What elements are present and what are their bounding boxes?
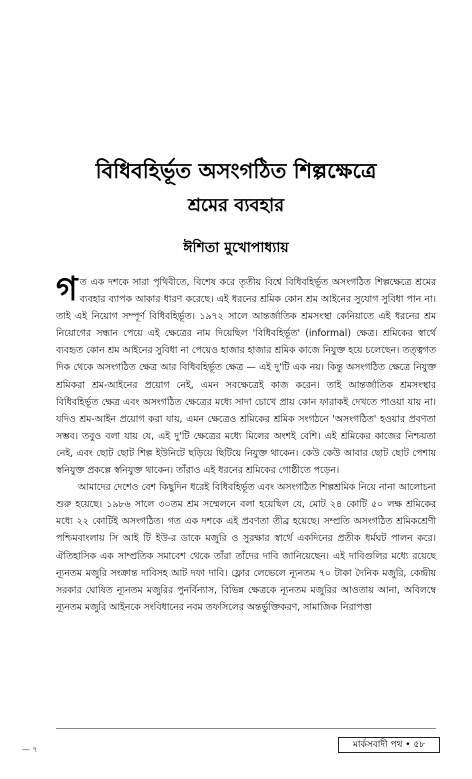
footer-left-mark: — ৭	[22, 745, 38, 754]
article-author: ঈশিতা মুখোপাধ্যায়	[183, 240, 289, 256]
article-title: বিধিবহির্ভূত অসংগঠিত শিল্পক্ষেত্রে	[95, 159, 377, 183]
article-title-line2: শ্রমের ব্যবহার	[187, 195, 285, 216]
paragraph-2: আমাদের দেশেও বেশ কিছুদিন ধরেই বিধিবহির্ভূত এবং অসংগঠিত শিল্পশ্রমিক নিয়ে নানা আলোচনা শুরু হয়েছে। ১৯৮৬ সালে ৩০তম শ্রম সম্মেলনে বলা হয়েছিল যে, মোট ২৪ কোটি ৫০ লক্ষ শ্রমিকের মধ্যে ২২ কোটিই অসংগঠিত। গত এক দশকে এই প্রবণতা তীব্র হয়েছে। সম্প্রতি অসংগঠিত শ্রমিকশ্রেণী পশ্চিমবাংলায় সি আই টি ইউ-র ডাকে মজুরি ও সুরক্ষার স্বার্থে একদিনের প্রতীক ধর্মঘট পালন করে। ঐতিহাসিক এক সাম্প্রতিক সমাবেশ থেকে তাঁরা তাঁদের দাবি জানিয়েছেন। এই দাবিগুলির মধ্যে রয়েছে ন্যূনতম মজুরি সংক্রান্ত দাবিসহ আট দফা দাবি। ফ্লোর লেভেলে ন্যূনতম ৭০ টাকা দৈনিক মজুরি, কেন্দ্রীয় সরকার ঘোষিত ন্যূনতম মজুরির পুনর্বিন্যাস, বিভিন্ন ক্ষেত্রকে ন্যূনতম মজুরির আওতায় আনা, অবিলম্বে ন্যূনতম মজুরি আইনকে সংবিধানের নবম তফসিলের অন্তর্ভুক্তিকরণ, সামাজিক নিরাপত্তা	[56, 482, 436, 613]
footer-divider	[56, 728, 436, 729]
paragraph-1-text: ত এক দশকে সারা পৃথিবীতে, বিশেষ করে তৃতীয় বিশ্বে বিধিবহির্ভূত অসংগঠিত শিল্পক্ষেত্রে শ্রমের ব্যবহার ব্যাপক আকার ধারণ করেছে। এই ধরনের শ্রমিক কোন শ্রম আইনের সুযোগ সুবিধা পান না। তাই এই নিয়োগ সম্পূর্ণ বিধিবহির্ভূত। ১৯৭২ সালে আন্তর্জাতিক শ্রমসংস্থা কেনিয়াতে এই ধরনের শ্রম নিয়োগের সন্ধান পেয়ে এই ক্ষেত্রের নাম দিয়েছিল 'বিধিবহির্ভূত' (informal) ক্ষেত্র। শ্রমিকের স্বার্থে ব্যবহৃত কোন শ্রম আইনের সুবিধা না পেয়েও হাজার হাজার শ্রমিক কাজে নিযুক্ত হয়ে চলেছেন। তত্ত্বগত দিক থেকে অসংগঠিত ক্ষেত্র আর বিধিবহির্ভূত ক্ষেত্র — এই দু'টি এক নয়। কিন্তু অসংগঠিত ক্ষেত্রে নিযুক্ত শ্রমিকরা শ্রম-আইনের প্রয়োগ নেই, এমন সবক্ষেত্রেই কাজ করেন। তাই আন্তর্জাতিক শ্রমসংস্থার বিধিবহির্ভূত ক্ষেত্র এবং অসংগঠিত ক্ষেত্রের মধ্যে সাদা চোখে প্রায় কোন ফারাকই দেখতে পাওয়া যায় না। যদিও শ্রম-আইন প্রয়োগ করা যায়, এমন ক্ষেত্রেও শ্রমিকের শ্রমিক সংগঠনে 'অসংগঠিত' হওয়ার প্রবণতা সম্ভব। তবুও বলা যায় যে, এই দু'টি ক্ষেত্রের মধ্যে মিলের অংশই বেশি। এই শ্রমিকের কাজের নিশ্চয়তা নেই, এবং ছোট ছোট শিল্প ইউনিটে ছড়িয়ে ছিটিয়ে নিযুক্ত থাকেন। কেউ কেউ আবার ছোট ছোট পেশায় স্বনিযুক্ত প্রকল্পে স্বনিযুক্ত থাকেন। তাঁরাও এই ধরনের শ্রমিকের গোষ্ঠীতে পড়েন।	[56, 277, 436, 477]
article-body	[56, 269, 436, 616]
journal-footer-box: মার্কসবাদী পথ • ৫৮	[338, 737, 440, 753]
paragraph-1	[56, 269, 436, 479]
drop-cap: গ	[56, 269, 78, 308]
